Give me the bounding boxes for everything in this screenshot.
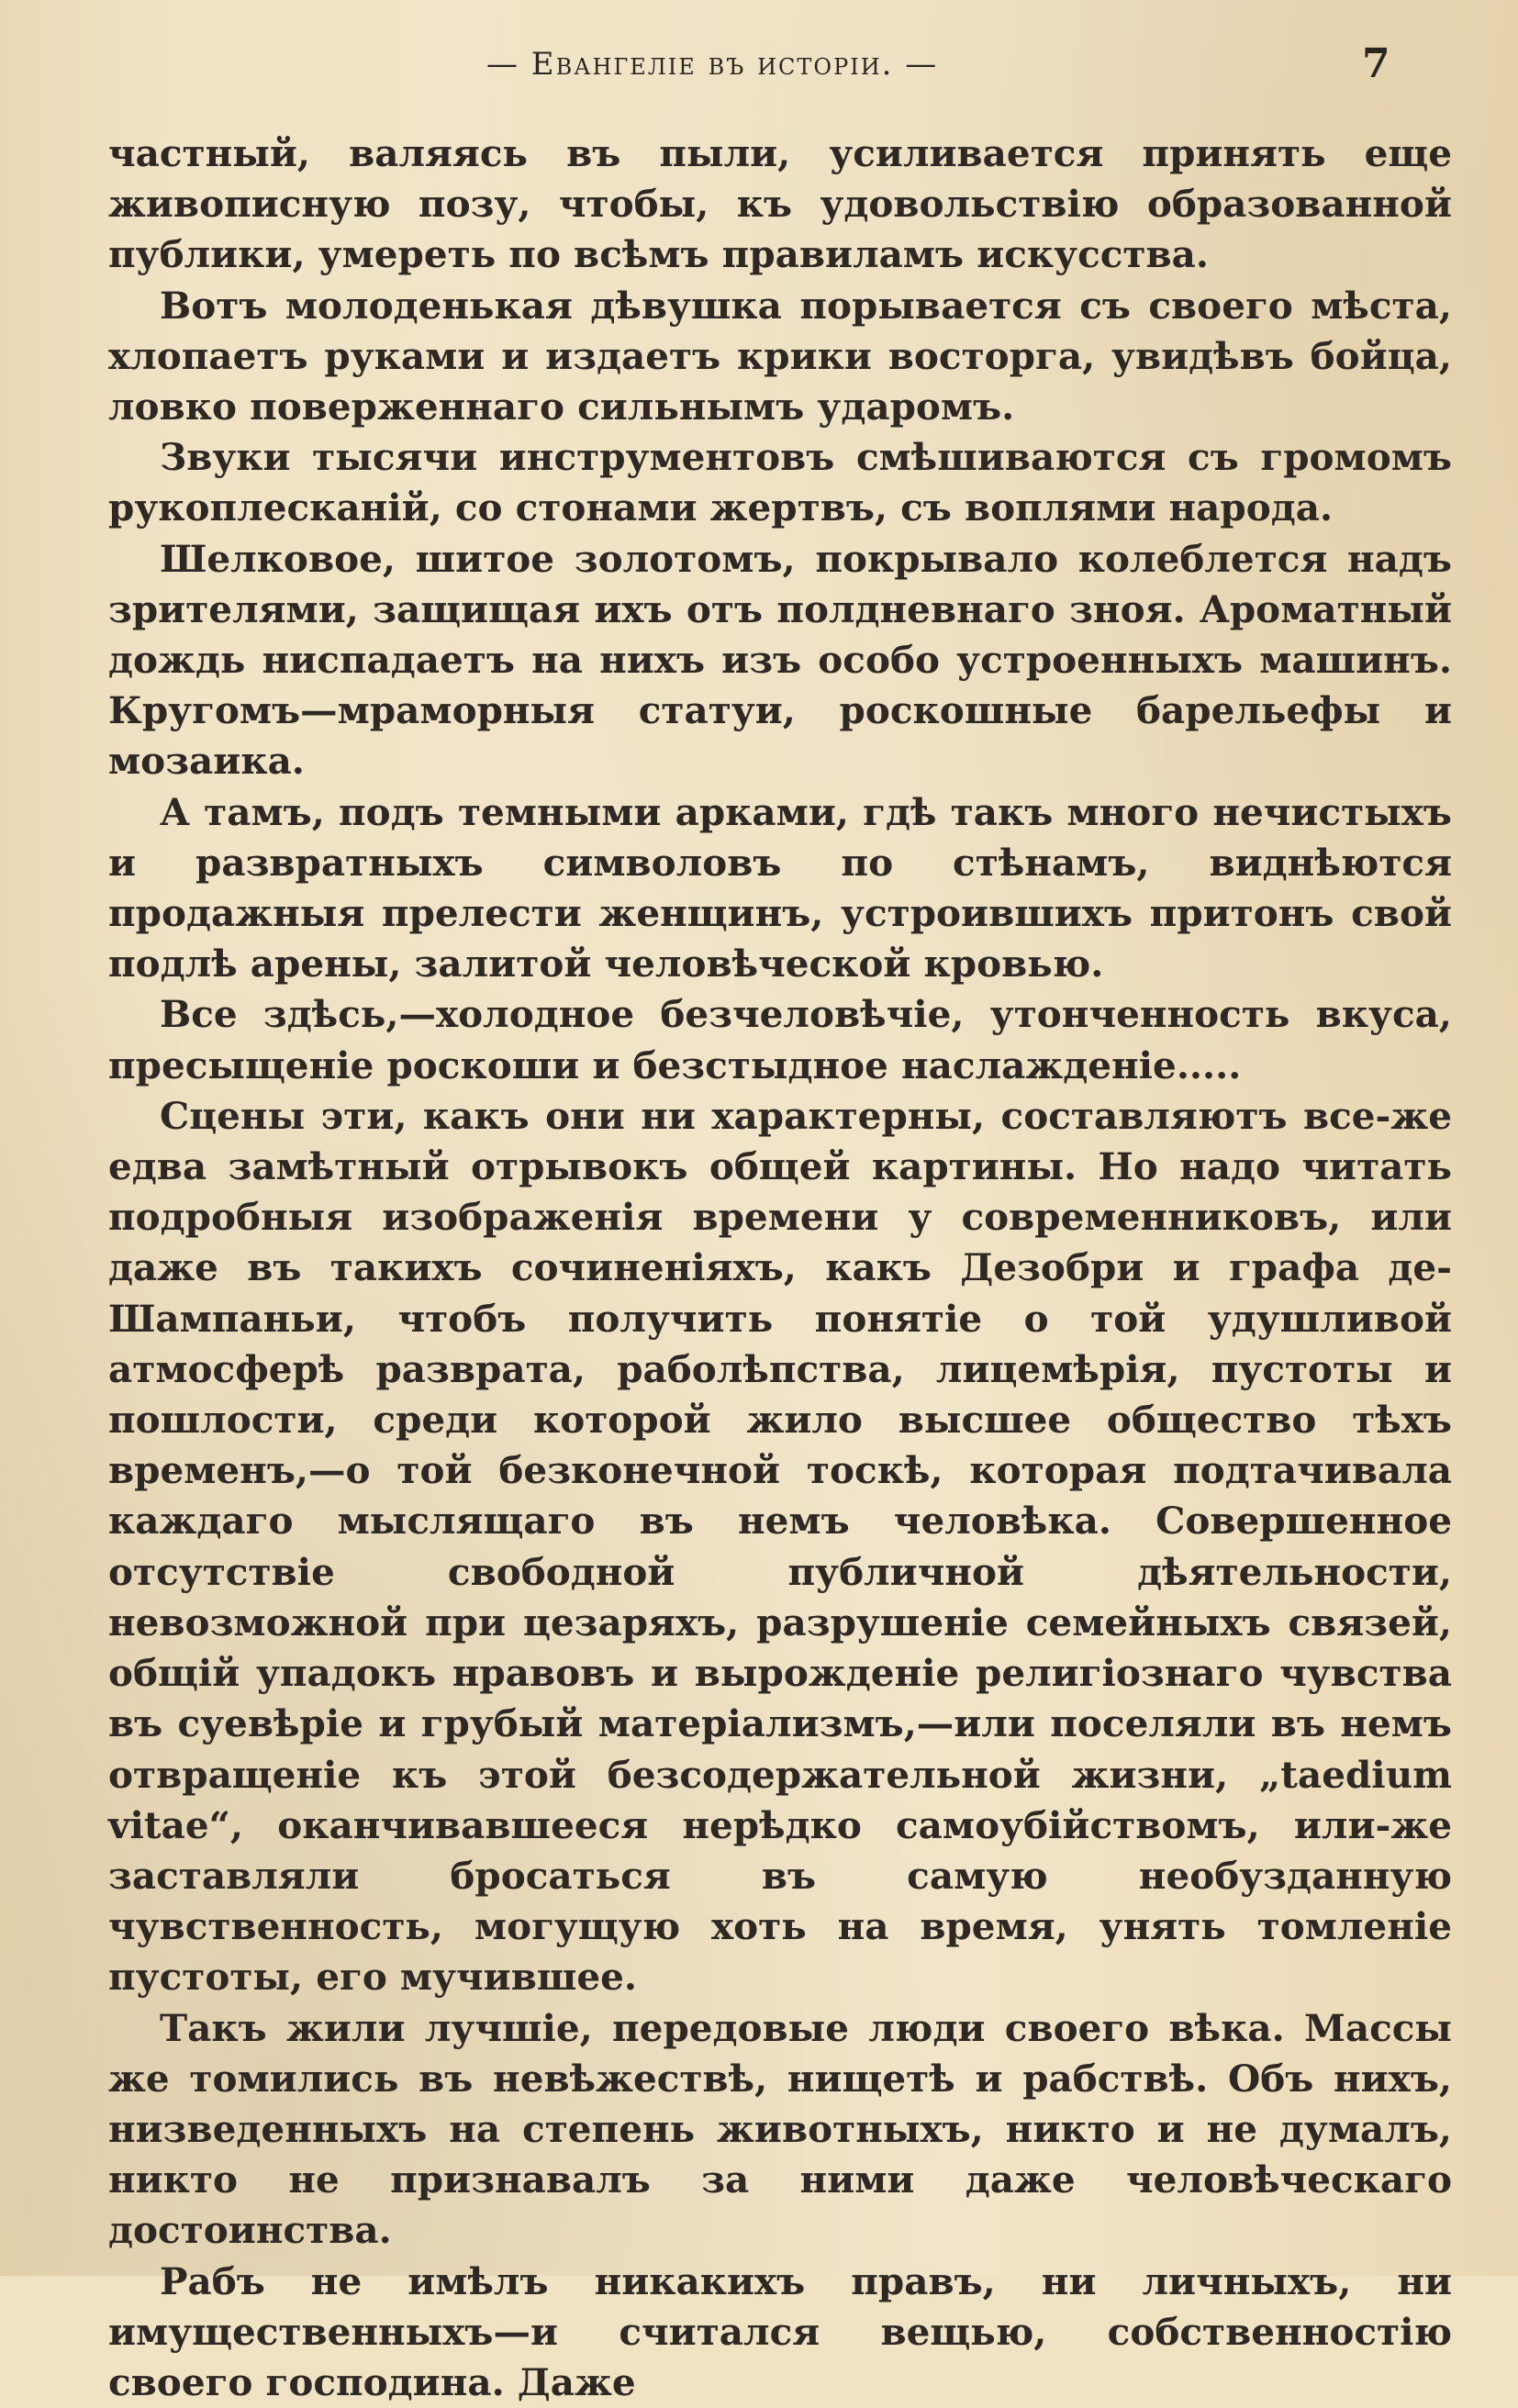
paragraph: Сцены эти, какъ они ни характерны, составляютъ все-же едва замѣтный отрывокъ общей картины. Но надо читать подробныя изображенія времени у современниковъ, или даже въ такихъ сочиненіяхъ, какъ Дезобри и графа де-Шампаньи, чтобъ получить понятіе о той удушливой атмосферѣ разврата, раболѣпства, лицемѣрія, пустоты и пошлости, среди которой жило высшее общество тѣхъ временъ,—о той безконечной тоскѣ, которая подтачивала каждаго мыслящаго въ немъ человѣка. Совершенное отсутствіе свободной публичной дѣятельности, невозможной при цезаряхъ, разрушеніе семейныхъ связей, общій упадокъ нравовъ и вырожденіе религіознаго чувства въ суевѣріе и грубый матеріализмъ,—или поселяли въ немъ отвращеніе къ этой безсодержательной жизни, „taedium vitae“, оканчивавшееся нерѣдко самоубійствомъ, или-же заставляли бросаться въ самую необузданную чувственность, могущую хоть на время, унять томленіе пустоты, его мучившее. [108,1093,1452,2000]
paragraph: Все здѣсь,—холодное безчеловѣчіе, утонченность вкуса, пресыщеніе роскоши и безстыдное наслажденіе..... [108,992,1452,1087]
paragraph-last: Рабъ не имѣлъ никакихъ правъ, ни личныхъ, ни имущественныхъ—и считался вещью, собственностію своего господина. Даже [108,2258,1452,2404]
paragraph-continued: частный, валяясь въ пыли, усиливается принять еще живописную позу, чтобы, къ удовольствію образованной публики, умереть по всѣмъ правиламъ искусства. [108,131,1452,277]
paragraph: Шелковое, шитое золотомъ, покрывало колеблется надъ зрителями, защищая ихъ отъ полдневнаго зноя. Ароматный дождь ниспадаетъ на нихъ изъ особо устроенныхъ машинъ. Кругомъ—мраморныя статуи, роскошные барельефы и мозаика. [108,536,1452,784]
page-number: 7 [1362,40,1390,87]
paragraph: Такъ жили лучшіе, передовые люди своего вѣка. Массы же томились въ невѣжествѣ, нищетѣ и рабствѣ. Объ нихъ, низведенныхъ на степень животныхъ, никто и не думалъ, никто не признавалъ за ними даже человѣческаго достоинства. [108,2005,1452,2253]
running-title: — Евангеліе въ исторіи. — [486,46,939,83]
paragraph: Звуки тысячи инструментовъ смѣшиваются съ громомъ рукоплесканій, со стонами жертвъ, съ воплями народа. [108,435,1452,530]
body-text [108,128,1452,2408]
running-header [0,40,1518,95]
paragraph: Вотъ молоденькая дѣвушка порывается съ своего мѣста, хлопаетъ руками и издаетъ крики восторга, увидѣвъ бойца, ловко поверженнаго сильнымъ ударомъ. [108,283,1452,429]
paragraph: А тамъ, подъ темными арками, гдѣ такъ много нечистыхъ и развратныхъ символовъ по стѣнамъ, виднѣются продажныя прелести женщинъ, устроившихъ притонъ свой подлѣ арены, залитой человѣческой кровью. [108,789,1452,987]
